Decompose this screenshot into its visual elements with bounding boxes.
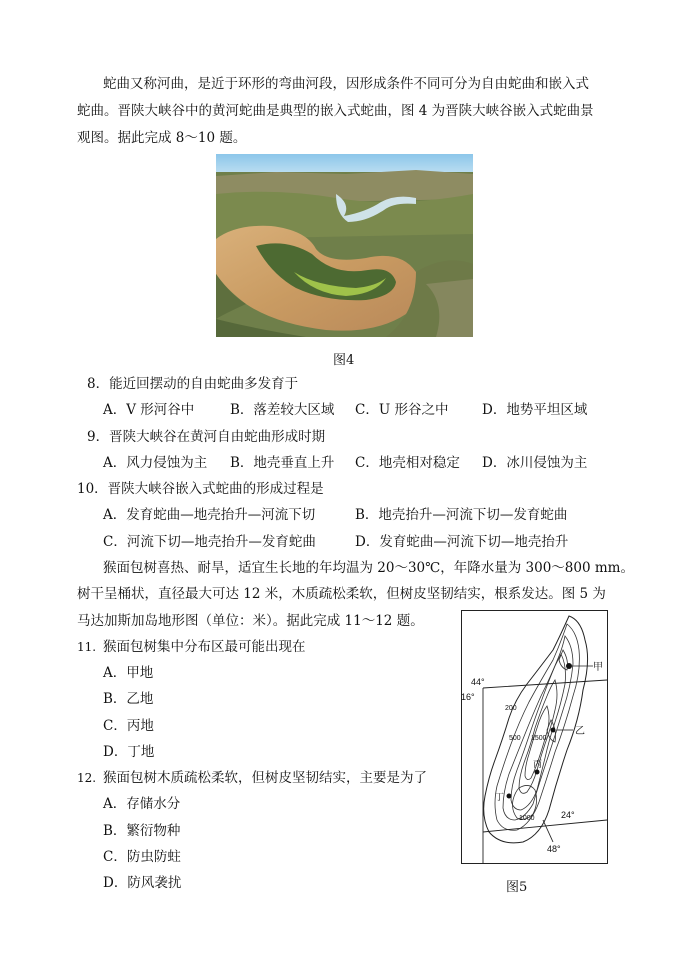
intro2-line-3: 马达加斯加岛地形图（单位：米）。据此完成 11～12 题。 [77, 613, 424, 629]
question-10-option-a: A．发育蛇曲—地壳抬升—河流下切 [103, 507, 316, 523]
map-label-ding: 丁 [495, 792, 505, 802]
question-9-option-d: D．冰川侵蚀为主 [482, 455, 588, 471]
question-8-option-c: C．U 形谷之中 [355, 402, 449, 418]
question-12-number: 12. [77, 771, 97, 785]
intro2-line-1: 猴面包树喜热、耐旱，适宜生长地的年均温为 20～30℃，年降水量为 300～800 mm。 [103, 560, 634, 576]
madagascar-topographic-map [461, 610, 608, 864]
map-label-24: 24° [561, 810, 575, 820]
map-contour-1000: 1000 [519, 815, 535, 822]
question-12-option-c: C．防虫防蛀 [103, 849, 181, 865]
question-11-number: 11. [77, 640, 97, 654]
question-10-option-b: B．地壳抬升—河流下切—发育蛇曲 [355, 507, 568, 523]
question-9-stem: 9．晋陕大峡谷在黄河自由蛇曲形成时期 [87, 429, 326, 445]
intro-line-3: 观图。据此完成 8～10 题。 [77, 130, 247, 146]
question-12-option-b: B．繁衍物种 [103, 823, 181, 839]
intro-line-1: 蛇曲又称河曲，是近于环形的弯曲河段，因形成条件不同可分为自由蛇曲和嵌入式 [103, 76, 589, 92]
question-8-option-b: B．落差较大区域 [230, 402, 335, 418]
intro2-line-2: 树干呈桶状，直径最大可达 12 米，木质疏松柔软，但树皮坚韧结实，根系发达。图 5 为 [77, 586, 606, 602]
map-contour-500: 500 [509, 735, 521, 742]
question-11-option-c: C．丙地 [103, 718, 154, 734]
figure-5-caption: 图5 [506, 880, 528, 895]
question-9-option-b: B．地壳垂直上升 [230, 455, 335, 471]
map-label-bing: 丙 [533, 759, 543, 769]
map-contour-1500: 1500 [531, 735, 547, 742]
question-12-option-a: A．存储水分 [103, 796, 181, 812]
map-label-jia: 甲 [593, 662, 603, 673]
question-11-option-d: D．丁地 [103, 744, 155, 760]
question-9-option-a: A．风力侵蚀为主 [103, 455, 208, 471]
intro-line-2: 蛇曲。晋陕大峡谷中的黄河蛇曲是典型的嵌入式蛇曲，图 4 为晋陕大峡谷嵌入式蛇曲景 [77, 103, 594, 119]
map-label-44: 44° [471, 677, 485, 687]
figure-4-caption: 图4 [333, 353, 355, 368]
question-11-option-b: B．乙地 [103, 691, 154, 707]
question-8-option-a: A．V 形河谷中 [103, 402, 195, 418]
map-label-48: 48° [547, 844, 561, 854]
question-12-stem: 猴面包树木质疏松柔软，但树皮坚韧结实，主要是为了 [103, 770, 427, 786]
question-10-option-d: D．发育蛇曲—河流下切—地壳抬升 [355, 534, 569, 550]
question-8-option-d: D．地势平坦区域 [482, 402, 588, 418]
question-12-option-d: D．防风袭扰 [103, 875, 182, 891]
question-9-option-c: C．地壳相对稳定 [355, 455, 460, 471]
map-label-yi: 乙 [575, 726, 585, 737]
question-8-stem: 8．能近回摆动的自由蛇曲多发育于 [87, 376, 299, 392]
question-10-option-c: C．河流下切—地壳抬升—发育蛇曲 [103, 534, 316, 550]
question-11-option-a: A．甲地 [103, 665, 154, 681]
question-11-stem: 猴面包树集中分布区最可能出现在 [103, 639, 306, 655]
map-contour-200: 200 [505, 705, 517, 712]
question-10-stem: 10．晋陕大峡谷嵌入式蛇曲的形成过程是 [77, 481, 324, 497]
map-label-16: 16° [461, 692, 475, 702]
meander-landscape-photo [216, 154, 473, 337]
